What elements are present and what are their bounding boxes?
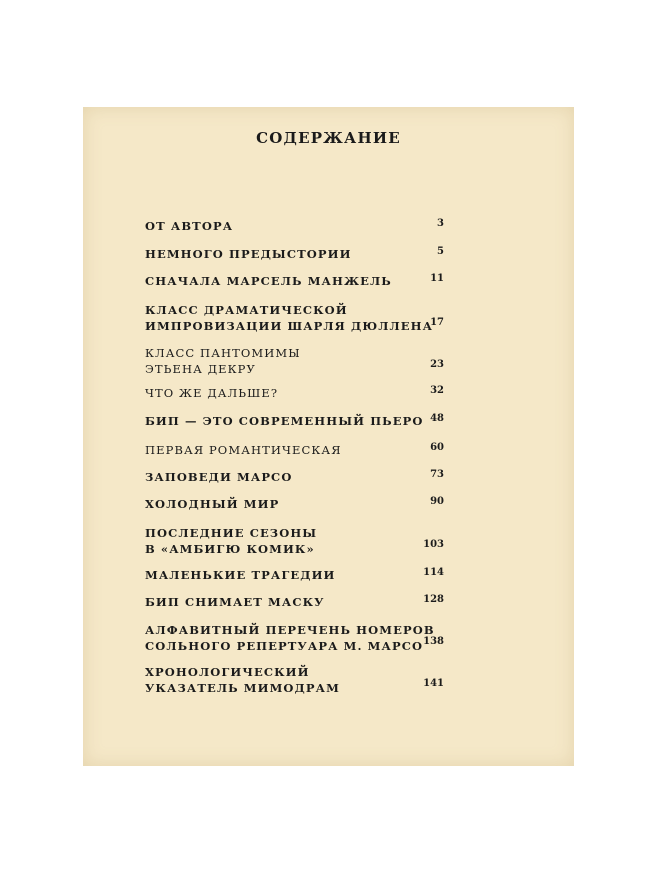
toc-entry-title-line: В «АМБИГЮ КОМИК»	[145, 542, 315, 556]
toc-page-number: 60	[430, 442, 444, 453]
toc-entry-title: БИП — ЭТО СОВРЕМЕННЫЙ ПЬЕРО	[145, 414, 424, 428]
table-of-contents	[83, 107, 574, 766]
toc-entry-title-line: ХРОНОЛОГИЧЕСКИЙ	[145, 665, 310, 679]
toc-entry-title: ОТ АВТОРА	[145, 219, 234, 233]
toc-entry-title: ЧТО ЖЕ ДАЛЬШЕ?	[145, 386, 279, 400]
toc-page-number: 73	[430, 469, 444, 480]
toc-entry-title-line: ПОСЛЕДНИЕ СЕЗОНЫ	[145, 526, 318, 540]
toc-entry-title-line: УКАЗАТЕЛЬ МИМОДРАМ	[145, 681, 340, 695]
toc-page-number: 3	[437, 218, 444, 229]
toc-page-number: 103	[423, 539, 444, 550]
toc-entry-title-line: ЭТЬЕНА ДЕКРУ	[145, 362, 256, 376]
toc-page-number: 23	[430, 359, 444, 370]
toc-page-number: 114	[423, 567, 444, 578]
toc-entry-title: ЗАПОВЕДИ МАРСО	[145, 470, 293, 484]
toc-entry-title: ПЕРВАЯ РОМАНТИЧЕСКАЯ	[145, 443, 342, 457]
page-title: СОДЕРЖАНИЕ	[256, 129, 401, 147]
toc-page-number: 128	[423, 594, 444, 605]
toc-page-number: 5	[437, 246, 444, 257]
toc-page-number: 11	[430, 273, 444, 284]
toc-entry-title: СНАЧАЛА МАРСЕЛЬ МАНЖЕЛЬ	[145, 274, 392, 288]
toc-entry-title: БИП СНИМАЕТ МАСКУ	[145, 595, 325, 609]
toc-entry-title: МАЛЕНЬКИЕ ТРАГЕДИИ	[145, 568, 336, 582]
toc-entry-title: ХОЛОДНЫЙ МИР	[145, 497, 280, 511]
book-page	[83, 107, 574, 766]
toc-entry-title-line: КЛАСС ДРАМАТИЧЕСКОЙ	[145, 303, 348, 317]
toc-page-number: 90	[430, 496, 444, 507]
toc-entry-title-line: СОЛЬНОГО РЕПЕРТУАРА М. МАРСО	[145, 639, 424, 653]
toc-page-number: 32	[430, 385, 444, 396]
toc-page-number: 138	[423, 636, 444, 647]
toc-page-number: 141	[423, 678, 444, 689]
toc-entry-title-line: АЛФАВИТНЫЙ ПЕРЕЧЕНЬ НОМЕРОВ	[145, 623, 435, 637]
toc-entry-title: НЕМНОГО ПРЕДЫСТОРИИ	[145, 247, 352, 261]
toc-page-number: 17	[430, 317, 444, 328]
toc-entry-title-line: КЛАСС ПАНТОМИМЫ	[145, 346, 301, 360]
toc-entry-title-line: ИМПРОВИЗАЦИИ ШАРЛЯ ДЮЛЛЕНА	[145, 319, 434, 333]
toc-page-number: 48	[430, 413, 444, 424]
